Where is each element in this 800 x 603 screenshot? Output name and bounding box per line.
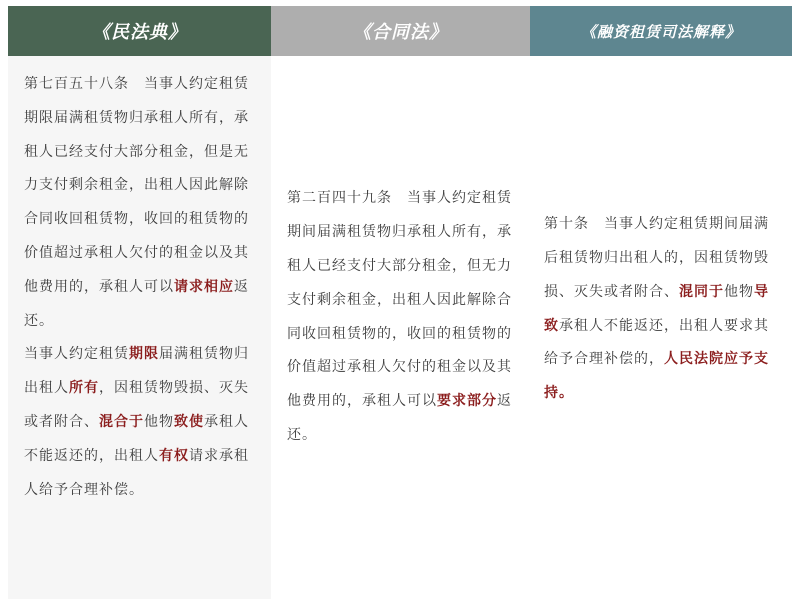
text-run: 当事人约定租赁 [24,346,129,363]
text-run: 第二百四十九条 当事人约定租赁期间届满租赁物归承租人所有，承租人已经支付大部分租金，但无力支付剩余租金，出租人因此解除合同收回租赁物的，收回的租赁物的价值超过承租人欠付的租金以及其他费用的，承租人可以 [287,190,512,410]
emphasized-phrase: 要求部分 [437,393,497,410]
text-run: ，因租赁物毁损、灭失或者附合、 [24,380,249,430]
emphasized-phrase: 期限 [129,346,159,363]
text-run: 他物 [144,413,174,430]
emphasized-phrase: 致使 [174,413,204,430]
article-758-paragraph-1 [24,68,255,338]
contract-law-text-cell [271,56,530,599]
column-header-contract-law: 《合同法》 [271,6,530,56]
emphasized-phrase: 混合于 [99,413,144,430]
comparison-table [8,6,792,599]
emphasized-phrase: 人民法院应予支持。 [544,351,769,402]
interpretation-text-cell [530,56,792,599]
emphasized-phrase: 请求相应 [174,278,234,295]
text-run: 承租人不能返还的，出租人 [24,413,249,464]
emphasized-phrase: 混同于 [679,283,724,300]
text-run: 请求承租人给予合理补偿。 [24,447,249,498]
text-run: 返还。 [287,393,512,443]
text-run: 届满租赁物归出租人 [24,346,249,397]
text-run: 他物 [724,283,754,300]
emphasized-phrase: 有权 [159,447,189,464]
text-run: 第七百五十八条 当事人约定租赁期限届满租赁物归承租人所有，承租人已经支付大部分租金，但是无力支付剩余租金，出租人因此解除合同收回租赁物，收回的租赁物的价值超过承租人欠付的租金以及其他费用的，承租人可以 [24,76,249,295]
text-run: 第十条 当事人约定租赁期间届满后租赁物归出租人的，因租赁物毁损、灭失或者附合、 [544,216,769,300]
civil-code-text-cell [8,56,271,599]
column-header-civil-code: 《民法典》 [8,6,271,56]
column-header-financial-leasing-interpretation: 《融资租赁司法解释》 [530,6,792,56]
text-run: 承租人不能返还，出租人要求其给予合理补偿的， [544,317,769,368]
article-249-paragraph [287,182,514,452]
article-758-paragraph-2 [24,338,255,507]
emphasized-phrase: 所有 [69,380,99,397]
article-10-paragraph [544,208,782,411]
text-run: 返还。 [24,278,249,329]
emphasized-phrase: 导致 [544,283,769,334]
